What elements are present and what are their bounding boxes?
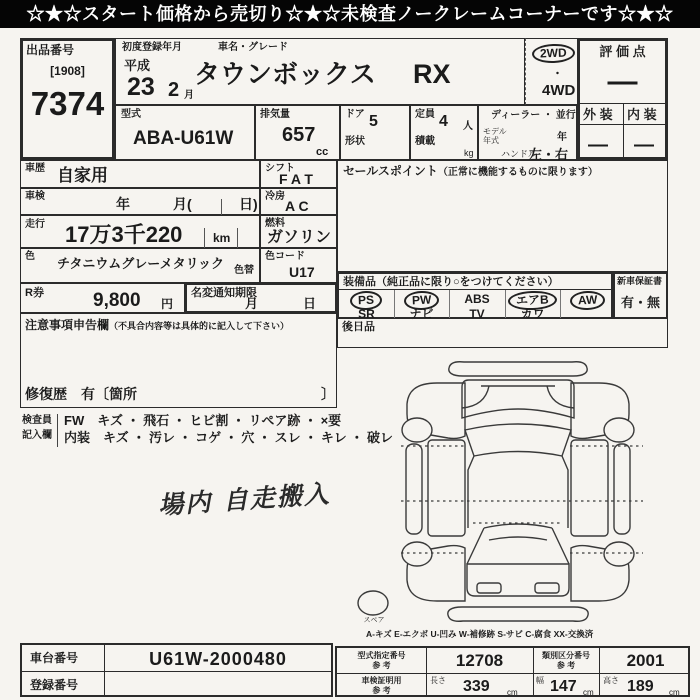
model-cell — [115, 105, 255, 160]
car-name-value: タウンボックス — [194, 59, 376, 89]
r-ticket-unit: 円 — [161, 297, 174, 311]
front-bumper — [449, 362, 587, 376]
color-code-cell — [260, 248, 337, 283]
width-value: 147 — [550, 678, 577, 695]
divider — [204, 228, 205, 248]
class-number-label: 類別区分番号 — [542, 651, 590, 660]
sales-point-note: （正常に機能するものに限ります） — [437, 167, 598, 178]
dealer-model-year-cell — [478, 105, 577, 160]
equip-sr: SR — [358, 307, 375, 321]
length-value: 339 — [463, 678, 490, 695]
name-change-box — [185, 283, 337, 313]
cert-label: 車検証明用 — [361, 676, 402, 685]
banner: ☆★☆スタート価格から売切り☆★☆未検査ノークレームコーナーです☆★☆ — [0, 0, 700, 28]
reference-table — [335, 646, 690, 697]
rear-window-top — [484, 524, 552, 528]
handle-label: ハンドル — [501, 149, 538, 159]
model-year-label-1: モデル — [483, 127, 507, 136]
reg-year-value: 23 — [127, 73, 155, 101]
mileage-row — [20, 215, 260, 248]
color-label: 色 — [25, 251, 35, 262]
capacity-label: 定員 — [415, 109, 435, 120]
shaken-month: 月( — [173, 196, 192, 212]
exterior-label: 外 装 — [583, 107, 613, 122]
load-label: 積載 — [415, 136, 435, 147]
name-change-day: 日 — [303, 296, 317, 311]
mileage-unit: km — [213, 231, 231, 245]
rating-box — [577, 38, 668, 160]
windshield — [465, 424, 571, 456]
displacement-unit: cc — [316, 146, 329, 158]
wheel-front-left — [402, 418, 432, 442]
warranty-value: 有・無 — [620, 295, 660, 310]
model-label: 型式 — [121, 109, 141, 120]
lot-bracket-number: [1908] — [50, 64, 85, 78]
inspector-line-2: 内装 キズ ・ 汚レ ・ コゲ ・ 穴 ・ スレ ・ キレ ・ 破レ — [64, 430, 393, 445]
reg-month-value: 2 — [168, 79, 180, 101]
divider — [337, 673, 688, 674]
inspector-label-top: 検査員 — [22, 415, 52, 426]
equipment-box — [337, 272, 613, 319]
height-label: 高さ — [603, 676, 619, 685]
equip-leather: カワ — [520, 307, 545, 321]
shaken-day: 日) — [239, 196, 258, 212]
sill-right — [614, 444, 630, 534]
door-panel-left — [428, 440, 465, 536]
history-row — [20, 160, 260, 188]
type-designation-ref: 参 考 — [372, 661, 391, 670]
taillight-left — [477, 583, 501, 593]
divider — [22, 671, 331, 672]
shaken-row — [20, 188, 260, 215]
shaken-year: 年 — [116, 196, 130, 212]
lot-number-box — [20, 38, 115, 160]
circle-annotation: PS — [350, 290, 383, 310]
era-value: 平成 — [124, 58, 151, 73]
cooling-cell — [260, 188, 337, 215]
rear-bumper — [448, 607, 588, 621]
damage-legend: A-キズ E-エクボ U-凹み W-補修跡 S-サビ C-腐食 XX-交換済 — [366, 629, 594, 639]
chassis-number-label: 車台番号 — [30, 651, 79, 665]
interior-label: 内 装 — [627, 107, 657, 122]
rear-window-inner — [489, 537, 547, 540]
circle-annotation: AW — [570, 290, 606, 310]
doors-value: 5 — [369, 113, 378, 130]
doors-label: ドア — [345, 109, 365, 120]
capacity-load-cell — [410, 105, 478, 160]
mileage-label: 走行 — [25, 219, 45, 230]
height-unit: cm — [669, 688, 680, 697]
taillight-right — [535, 583, 559, 593]
load-unit: kg — [464, 148, 474, 158]
mileage-value: 17万3千220 — [65, 222, 183, 247]
class-number-value: 2001 — [626, 651, 665, 670]
equip-abs: ABS — [464, 292, 490, 306]
circle-annotation: エアB — [508, 290, 557, 311]
lot-number: 7374 — [30, 85, 105, 122]
drive-separator: ・ — [552, 68, 563, 80]
reg-month-suffix: 月 — [184, 90, 194, 101]
cooling-value: A C — [285, 198, 309, 214]
interior-score: — — [634, 134, 654, 156]
shift-label: シフト — [265, 163, 295, 174]
front-corner-arc-left — [462, 386, 489, 408]
drive-4wd: 4WD — [542, 82, 576, 99]
displacement-label: 排気量 — [260, 109, 290, 120]
type-designation-label: 型式指定番号 — [357, 651, 406, 660]
repair-history-text: 修復歴 有〔箇所 — [25, 386, 137, 402]
divider — [221, 199, 222, 215]
later-items-label: 後日品 — [342, 321, 375, 333]
handwritten-note: 場内 自走搬入 — [157, 479, 332, 520]
equip-tv: TV — [469, 307, 485, 321]
equip-aw — [560, 291, 615, 310]
sales-point-label: セールスポイント（正常に機能するものに限ります） — [343, 164, 598, 178]
door-panel-right — [571, 440, 608, 536]
model-year-unit: 年 — [557, 132, 567, 143]
later-items-box — [337, 318, 668, 348]
equipment-header: 装備品（純正品に限り○をつけてください） — [343, 276, 559, 288]
wheel-rear-right — [604, 542, 634, 566]
divider — [57, 414, 58, 447]
spare-label: スペア — [363, 617, 385, 624]
model-value: ABA-U61W — [133, 128, 234, 149]
length-unit: cm — [507, 688, 518, 697]
rating-label: 評 価 点 — [599, 44, 646, 59]
color-code-value: U17 — [289, 264, 315, 280]
color-row — [20, 248, 260, 283]
registration-number-label: 登録番号 — [30, 678, 79, 692]
width-unit: cm — [583, 688, 594, 697]
color-value: チタニウムグレーメタリック — [57, 256, 225, 271]
shape-label: 形状 — [345, 136, 365, 147]
equip-navi: ナビ — [409, 307, 434, 321]
capacity-value: 4 — [439, 113, 448, 130]
shaken-label: 車検 — [25, 191, 45, 202]
height-value: 189 — [627, 678, 654, 695]
divider — [339, 289, 611, 290]
history-label: 車歴 — [25, 163, 45, 174]
exterior-score: — — [588, 134, 608, 156]
fuel-cell — [260, 215, 337, 248]
length-label: 長さ — [430, 676, 446, 685]
divider — [623, 103, 624, 157]
roof-edge-left — [468, 456, 474, 528]
r-ticket-value: 9,800 — [93, 290, 141, 311]
dealer-parallel-label: ディーラー ・ 並行 — [491, 110, 576, 121]
drive-type-cell — [525, 38, 577, 105]
chassis-number-value: U61W-2000480 — [149, 649, 287, 669]
handle-value: 左・右 — [529, 147, 569, 162]
lot-number-label: 出品番号 — [26, 43, 75, 57]
r-ticket-row — [20, 283, 185, 313]
registration-name-cell — [115, 38, 525, 105]
r-ticket-label: R券 — [25, 287, 44, 299]
model-year-label-2: 年式 — [483, 136, 499, 145]
divider — [237, 228, 238, 248]
repair-history-close: 〕 — [321, 386, 335, 402]
width-label: 幅 — [536, 676, 544, 685]
cooling-label: 冷房 — [265, 191, 285, 202]
roof-edge-right — [562, 456, 568, 528]
shift-value: F A T — [279, 171, 313, 187]
inspector-line-1: FW キズ ・ 飛石 ・ ヒビ割 ・ リペア跡 ・ ×要 — [64, 413, 342, 428]
notes-note: （不具合内容等は具体的に記入して下さい） — [109, 321, 290, 331]
displacement-cell — [255, 105, 340, 160]
color-change-label: 色替 — [234, 265, 254, 276]
fuel-value: ガソリン — [267, 229, 332, 246]
drive-2wd-circled — [532, 44, 575, 63]
first-registration-label: 初度登録年月 — [122, 42, 182, 53]
spare-tire — [358, 591, 388, 615]
warranty-box — [613, 272, 668, 319]
car-diagram — [353, 356, 695, 628]
rear-window-sides — [467, 528, 569, 564]
front-corner-arc-right — [547, 386, 574, 408]
inspector-area — [20, 412, 393, 448]
sales-point-box — [337, 160, 668, 272]
doors-shape-cell — [340, 105, 410, 160]
car-top-view-illustration — [353, 356, 695, 628]
name-change-label: 名変通知期限 — [191, 287, 257, 299]
warranty-label: 新車保証書 — [617, 276, 663, 286]
sill-left — [406, 444, 422, 534]
displacement-value: 657 — [282, 124, 316, 146]
rear-panel — [467, 564, 569, 596]
fuel-label: 燃料 — [265, 218, 285, 229]
circle-annotation: PW — [404, 290, 440, 310]
circle-annotation: 2WD — [532, 43, 575, 63]
class-number-ref: 参 考 — [556, 661, 576, 670]
rating-score: — — [607, 65, 638, 98]
name-change-month: 月 — [245, 296, 259, 311]
type-designation-value: 12708 — [455, 651, 504, 670]
chassis-table — [20, 643, 333, 697]
capacity-unit: 人 — [463, 121, 473, 132]
wheel-front-right — [604, 418, 634, 442]
notes-box — [20, 313, 337, 408]
car-name-grade-label: 車名・グレード — [218, 42, 288, 53]
notes-label: 注意事項申告欄（不具合内容等は具体的に記入して下さい） — [25, 318, 290, 332]
wheel-rear-left — [402, 542, 432, 566]
inspector-label-bottom: 記入欄 — [22, 430, 52, 441]
car-grade-value: RX — [413, 59, 451, 89]
cert-ref: 参 考 — [372, 686, 391, 695]
color-code-label: 色コード — [265, 251, 305, 262]
history-value: 自家用 — [57, 166, 108, 185]
shift-cell — [260, 160, 337, 188]
